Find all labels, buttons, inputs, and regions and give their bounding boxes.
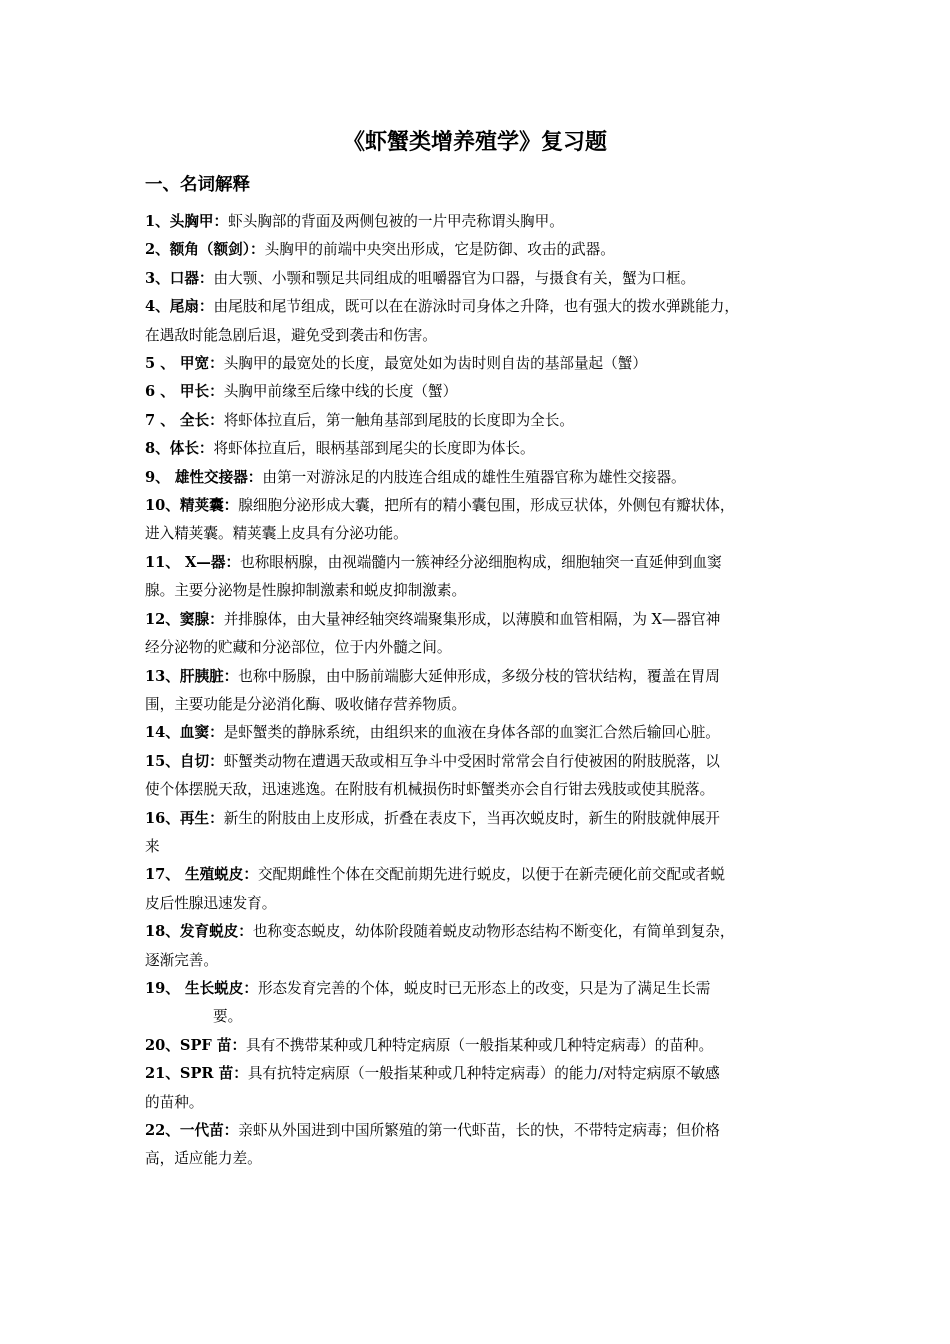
- definition-entry: [145, 549, 815, 606]
- definition-first-line: [145, 549, 815, 577]
- definition-first-line: [145, 1060, 815, 1088]
- definition-term: 16、再生：: [145, 809, 224, 827]
- definition-first-line: [145, 350, 815, 378]
- definition-entry: [145, 1032, 815, 1060]
- definition-first-line: [145, 918, 815, 946]
- definition-term: 21、SPR 苗：: [145, 1065, 248, 1083]
- definition-term: 15、自切：: [145, 752, 224, 770]
- definition-text: 虾蟹类动物在遭遇天敌或相互争斗中受困时常常会自行使被困的附肢脱落，以: [223, 752, 720, 770]
- definition-term: 19、 生长蜕皮：: [145, 979, 258, 997]
- definition-entry: [145, 1060, 815, 1117]
- definition-text: 由尾肢和尾节组成，既可以在在游泳时司身体之升降，也有强大的拨水弹跳能力，: [213, 298, 739, 316]
- definition-term: 9、 雄性交接器：: [145, 468, 263, 486]
- definition-term: 17、 生殖蜕皮：: [145, 866, 258, 884]
- definition-continuation: 进入精荚囊。精荚囊上皮具有分泌功能。: [145, 525, 408, 543]
- definition-term: 22、一代苗：: [145, 1122, 239, 1139]
- definition-text: 交配期雌性个体在交配前期先进行蜕皮，以便于在新壳硬化前交配或者蜕: [257, 866, 725, 884]
- definition-first-line: [145, 492, 815, 520]
- definition-text: 具有抗特定病原（一般指某种或几种特定病毒）的能力/对特定病原不敏感: [247, 1065, 720, 1083]
- definition-first-line: [145, 1117, 815, 1145]
- definition-text: 头胸甲的最宽处的长度，最宽处如为齿时则自齿的基部量起（蟹）: [223, 355, 647, 373]
- definition-text: 也称变态蜕皮，幼体阶段随着蜕皮动物形态结构不断变化，有简单到复杂，: [252, 923, 735, 941]
- definition-first-line: [145, 663, 815, 691]
- definition-continuation: 来: [145, 837, 160, 855]
- definition-term: 7 、 全长：: [145, 411, 224, 429]
- definition-continuation: 皮后性腺迅速发育。: [145, 894, 277, 912]
- definition-entry: [145, 918, 815, 975]
- section-heading: 一、名词解释: [145, 175, 250, 195]
- definition-continuation: 使个体摆脱天敌，迅速逃逸。在附肢有机械损伤时虾蟹类亦会自行钳去残肢或使其脱落。: [145, 781, 715, 799]
- definition-continuation: 在遇敌时能急剧后退，避免受到袭击和伤害。: [145, 326, 437, 344]
- definition-text: 形态发育完善的个体，蜕皮时已无形态上的改变，只是为了满足生长需: [257, 979, 711, 997]
- definition-text: 腺细胞分泌形成大囊，把所有的精小囊包围，形成豆状体，外侧包有瓣状体，: [238, 497, 735, 515]
- definition-entry: [145, 208, 815, 236]
- definition-text: 头胸甲前缘至后缘中线的长度（蟹）: [223, 383, 458, 401]
- definition-text: 头胸甲的前端中央突出形成，它是防御、攻击的武器。: [264, 241, 615, 259]
- definition-entry: [145, 663, 815, 720]
- definition-entry: [145, 492, 815, 549]
- definition-continuation: 的苗种。: [145, 1093, 204, 1111]
- definition-text: 新生的附肢由上皮形成，折叠在表皮下，当再次蜕皮时，新生的附肢就伸展开: [223, 809, 720, 827]
- definition-entry: [145, 407, 815, 435]
- definition-term: 20、SPF 苗：: [145, 1036, 247, 1054]
- definition-list: [145, 208, 815, 1174]
- definition-text: 也称眼柄腺，由视端髓内一簇神经分泌细胞构成，细胞轴突一直延伸到血窦: [240, 553, 722, 571]
- definition-first-line: [145, 719, 815, 747]
- definition-text: 并排腺体，由大量神经轴突终端聚集形成，以薄膜和血管相隔，为 X—器官神: [223, 610, 721, 628]
- definition-entry: [145, 606, 815, 663]
- definition-term: 1、头胸甲：: [145, 213, 229, 230]
- definition-term: 10、精荚囊：: [145, 497, 239, 515]
- definition-continuation: 高，适应能力差。: [145, 1150, 262, 1168]
- definition-term: 12、窦腺：: [145, 610, 224, 628]
- definition-entry: [145, 805, 815, 862]
- definition-text: 由第一对游泳足的内肢连合组成的雄性生殖器官称为雄性交接器。: [262, 468, 686, 486]
- definition-text: 亲虾从外国进到中国所繁殖的第一代虾苗，长的快，不带特定病毒；但价格: [238, 1122, 720, 1139]
- definition-entry: [145, 1117, 815, 1174]
- definition-term: 11、 X—器：: [145, 553, 241, 571]
- definition-text: 也称中肠腺，由中肠前端膨大延伸形成，多级分枝的管状结构，覆盖在胃周: [238, 667, 720, 685]
- definition-entry: [145, 975, 815, 1032]
- definition-text: 由大颚、小颚和颚足共同组成的咀嚼器官为口器，与摄食有关，蟹为口框。: [213, 269, 696, 287]
- definition-first-line: [145, 464, 815, 492]
- definition-term: 2、额角（额剑）：: [145, 241, 265, 259]
- definition-entry: [145, 435, 815, 463]
- definition-entry: [145, 719, 815, 747]
- definition-first-line: [145, 208, 815, 236]
- definition-entry: [145, 748, 815, 805]
- definition-continuation: 经分泌物的贮藏和分泌部位，位于内外髓之间。: [145, 639, 452, 657]
- definition-first-line: [145, 975, 815, 1003]
- definition-continuation: 要。: [213, 1008, 243, 1026]
- definition-term: 18、发育蜕皮：: [145, 923, 253, 941]
- definition-continuation: 腺。主要分泌物是性腺抑制激素和蜕皮抑制激素。: [145, 582, 467, 600]
- definition-text: 将虾体拉直后，第一触角基部到尾肢的长度即为全长。: [223, 411, 574, 429]
- definition-first-line: [145, 861, 815, 889]
- definition-continuation: 逐渐完善。: [145, 951, 218, 969]
- definition-first-line: [145, 265, 815, 293]
- definition-term: 14、血窦：: [145, 724, 224, 742]
- definition-first-line: [145, 293, 815, 321]
- definition-term: 13、肝胰脏：: [145, 667, 239, 685]
- definition-term: 8、体长：: [145, 440, 214, 458]
- definition-term: 4、尾扇：: [145, 298, 214, 316]
- definition-first-line: [145, 606, 815, 634]
- definition-first-line: [145, 805, 815, 833]
- definition-text: 是虾蟹类的静脉系统，由组织来的血液在身体各部的血窦汇合然后输回心脏。: [223, 724, 720, 742]
- definition-term: 5 、 甲宽：: [145, 355, 224, 373]
- definition-entry: [145, 265, 815, 293]
- definition-first-line: [145, 407, 815, 435]
- definition-first-line: [145, 748, 815, 776]
- definition-entry: [145, 236, 815, 264]
- document-title: 《虾蟹类增养殖学》复习题: [342, 129, 607, 155]
- definition-first-line: [145, 1032, 815, 1060]
- definition-entry: [145, 861, 815, 918]
- definition-text: 具有不携带某种或几种特定病原（一般指某种或几种特定病毒）的苗种。: [246, 1036, 714, 1054]
- definition-entry: [145, 464, 815, 492]
- definition-text: 虾头胸部的背面及两侧包被的一片甲壳称谓头胸甲。: [228, 213, 564, 230]
- definition-first-line: [145, 378, 815, 406]
- definition-first-line: [145, 236, 815, 264]
- definition-text: 将虾体拉直后，眼柄基部到尾尖的长度即为体长。: [213, 440, 535, 458]
- definition-term: 3、口器：: [145, 269, 214, 287]
- definition-continuation: 围，主要功能是分泌消化酶、吸收储存营养物质。: [145, 695, 467, 713]
- definition-term: 6 、 甲长：: [145, 383, 224, 401]
- definition-entry: [145, 350, 815, 378]
- definition-entry: [145, 378, 815, 406]
- definition-entry: [145, 293, 815, 350]
- definition-first-line: [145, 435, 815, 463]
